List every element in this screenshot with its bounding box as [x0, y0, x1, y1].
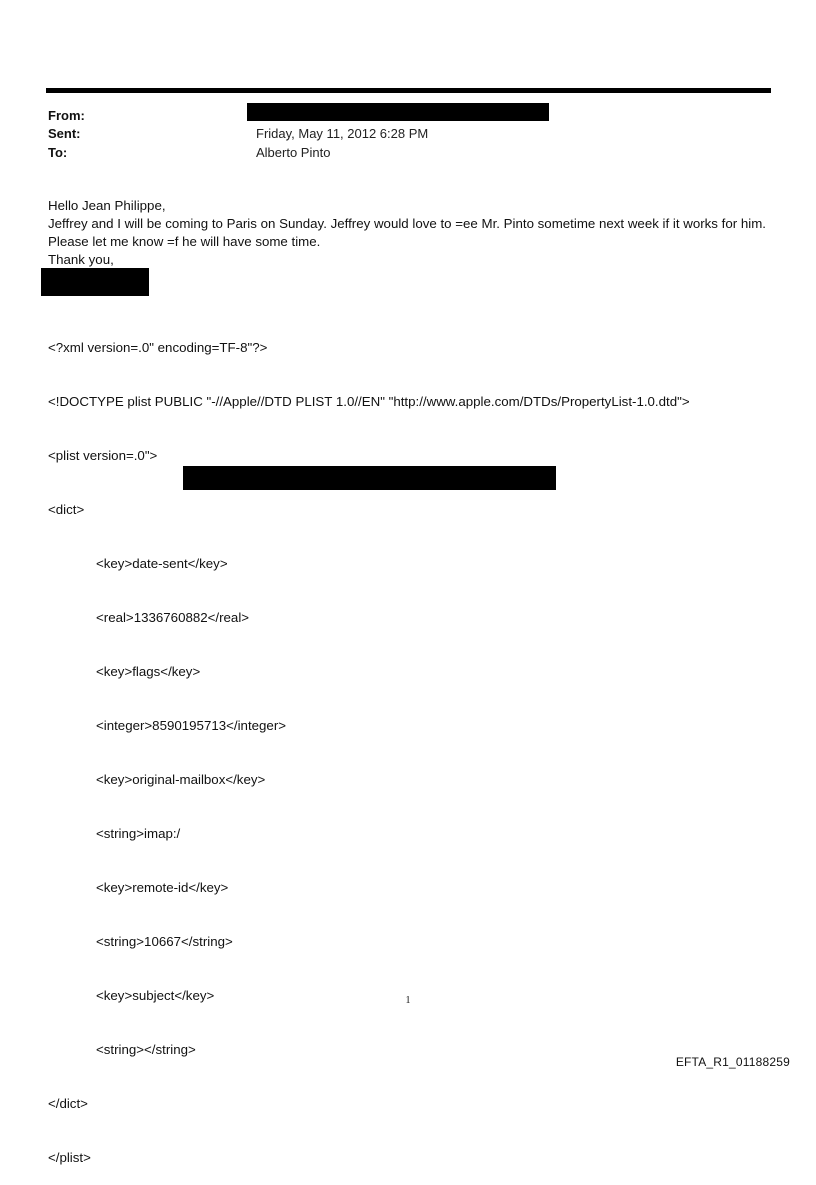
plist-dict-line: <integer>8590195713</integer> [96, 718, 287, 733]
header-rule [46, 88, 771, 93]
plist-block [48, 303, 690, 1185]
plist-dict-line: <key>original-mailbox</key> [96, 772, 266, 787]
plist-dict-line: <key>date-sent</key> [96, 556, 228, 571]
redaction-mailbox [183, 466, 556, 490]
document-id: EFTA_R1_01188259 [675, 1055, 790, 1069]
plist-line: </dict> [48, 1096, 88, 1111]
closing: Thank you, [48, 252, 114, 267]
plist-dict-line: <real>1336760882</real> [96, 610, 250, 625]
sent-value: Friday, May 11, 2012 6:28 PM [256, 126, 429, 141]
to-value: Alberto Pinto [256, 145, 331, 160]
plist-dict-line: <key>remote-id</key> [96, 880, 229, 895]
plist-line: </plist> [48, 1150, 91, 1165]
plist-line: <?xml version=.0" encoding=TF-8"?> [48, 340, 268, 355]
redaction-from [247, 103, 549, 121]
plist-line: <!DOCTYPE plist PUBLIC "-//Apple//DTD PLIST 1.0//EN" "http://www.apple.com/DTDs/PropertyList-1.0.dtd"> [48, 394, 690, 409]
page-number: 1 [405, 995, 411, 1006]
plist-line: <dict> [48, 502, 85, 517]
plist-dict-line: <key>subject</key> [96, 988, 215, 1003]
email-body [48, 197, 768, 269]
body-paragraph: Jeffrey and I will be coming to Paris on Sunday. Jeffrey would love to =ee Mr. Pinto sometime next week if it works for him. Please let me know =f he will have some time. [48, 216, 766, 249]
plist-line: <plist version=.0"> [48, 448, 158, 463]
plist-dict-line: <key>flags</key> [96, 664, 201, 679]
plist-dict-line: <string></string> [96, 1042, 196, 1057]
greeting: Hello Jean Philippe, [48, 198, 166, 213]
redaction-signature [41, 268, 149, 296]
plist-dict-line: <string>10667</string> [96, 934, 233, 949]
sent-label: Sent: [48, 126, 81, 141]
plist-dict-line: <string>imap:/ [96, 826, 181, 841]
from-label: From: [48, 108, 85, 123]
to-label: To: [48, 145, 68, 160]
